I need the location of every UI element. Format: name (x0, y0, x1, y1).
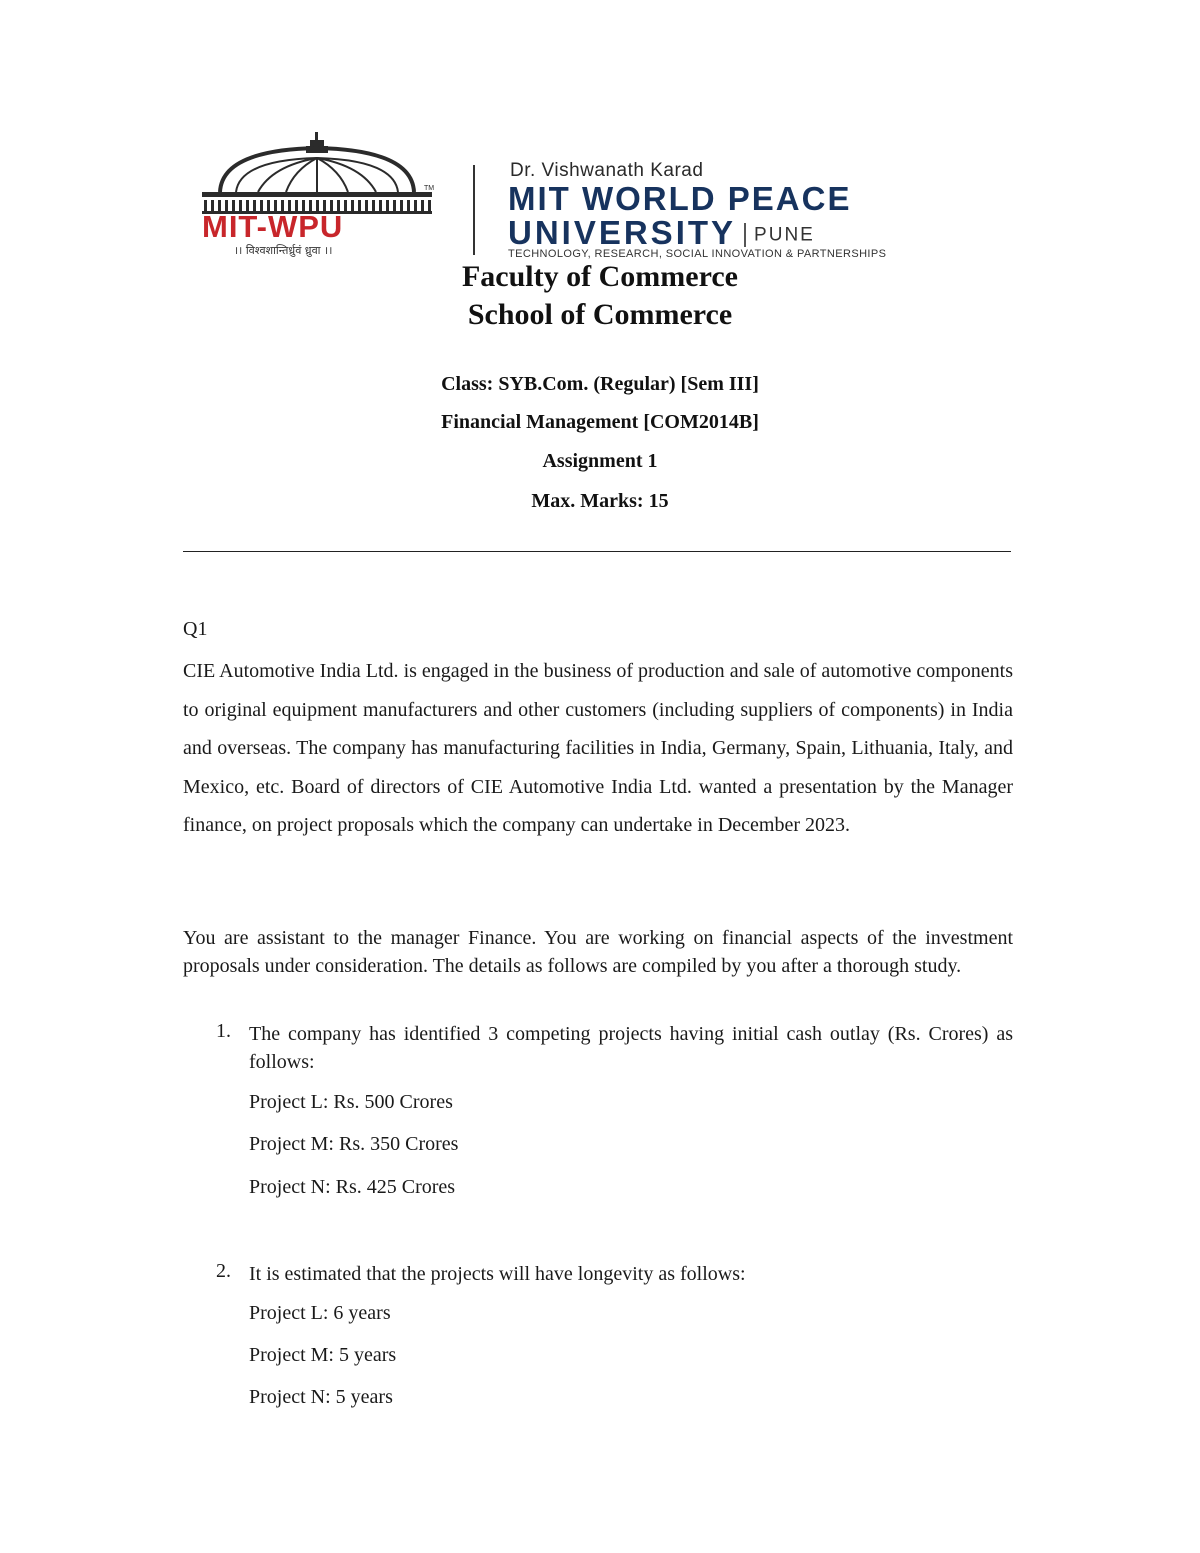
logo-divider (473, 165, 475, 255)
university-tagline: TECHNOLOGY, RESEARCH, SOCIAL INNOVATION & PARTNERSHIPS (508, 248, 887, 260)
project-outlay-line: Project M: Rs. 350 Crores (249, 1133, 459, 1155)
university-name-line2 (508, 214, 815, 252)
project-longevity-line: Project M: 5 years (249, 1344, 397, 1366)
city-separator (744, 223, 746, 247)
mit-wpu-dome-logo (198, 130, 443, 260)
university-name-line2-text: UNIVERSITY (508, 214, 737, 251)
founder-name: Dr. Vishwanath Karad (510, 160, 704, 181)
tm-mark: TM (424, 185, 435, 192)
university-name-line1: MIT WORLD PEACE (508, 180, 852, 217)
mit-wpu-wordmark: MIT-WPU (202, 209, 344, 244)
list-item-text: It is estimated that the projects will have longevity as follows: (249, 1263, 746, 1285)
project-longevity-line: Project L: 6 years (249, 1302, 391, 1324)
project-outlay-line: Project N: Rs. 425 Crores (249, 1176, 456, 1198)
question-context-paragraph: You are assistant to the manager Finance. You are working on financial aspects of the investment proposals under consideration. The details as follows are compiled by you after a thorough study. (183, 927, 1013, 977)
question-label: Q1 (183, 618, 208, 640)
header-divider-rule (183, 551, 1011, 552)
faculty-title: Faculty of Commerce (461, 260, 738, 293)
project-outlay-line: Project L: Rs. 500 Crores (249, 1091, 453, 1113)
subject-line: Financial Management [COM2014B] (441, 411, 759, 433)
school-title: School of Commerce (467, 298, 733, 331)
max-marks-line: Max. Marks: 15 (531, 490, 669, 512)
project-longevity-line: Project N: 5 years (249, 1386, 393, 1408)
list-item-number: 2. (216, 1260, 231, 1282)
university-city: PUNE (754, 224, 815, 246)
class-line: Class: SYB.Com. (Regular) [Sem III] (441, 373, 759, 395)
list-item-number: 1. (216, 1020, 231, 1042)
assignment-line: Assignment 1 (542, 450, 658, 472)
university-wordmark (508, 160, 1008, 260)
list-item-text: The company has identified 3 competing projects having initial cash outlay (Rs. Crores) as follows: (249, 1023, 1013, 1073)
university-logo-band (198, 130, 1003, 260)
motto-text: ।। विश्वशान्तिर्ध्रुवं ध्रुवा ।। (234, 244, 333, 257)
question-intro-paragraph: CIE Automotive India Ltd. is engaged in the business of production and sale of automotive components to original equipment manufacturers and other customers (including suppliers of components) in India and overseas. The company has manufacturing facilities in India, Germany, Spain, Lithuania, Italy, and Mexico, etc. Board of directors of CIE Automotive India Ltd. wanted a presentation by the Manager finance, on project proposals which the company can undertake in December 2023. (183, 660, 1013, 836)
